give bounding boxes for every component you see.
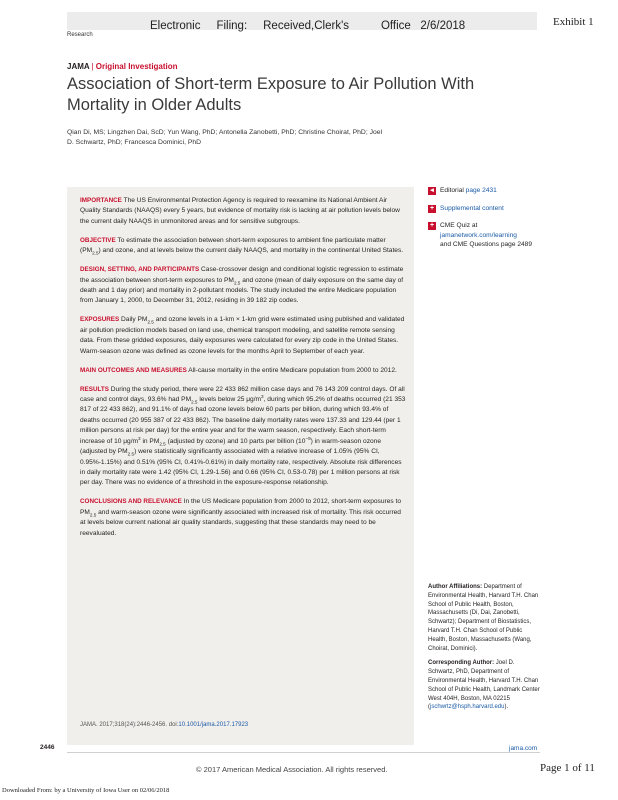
cme-item[interactable]: + CME Quiz at jamanetwork.com/learning and CME Questions page 2489 xyxy=(429,222,533,249)
author-affiliations: Author Affiliations: Department of Environmental Health, Harvard T.H. Chan School of Public Health, Boston, Massachusetts (Di, Dai, Zanobetti, Schwartz); Department of Biostatistics, Harvard T.H. Chan School of Public Health, Boston, Massachusetts (Wang, Choirat, Dominici). Corresponding Author: Joel D. Schwartz, PhD, Department of Environmental Health, Harvard T.H. Chan School of Public Health, Landmark Center West 404H, Boston, MA 02215 (jschwrtz@hsph.harvard.edu). xyxy=(428,584,540,711)
author-list: Qian Di, MS; Lingzhen Dai, ScD; Yun Wang, PhD; Antonella Zanobetti, PhD; Christine Choirat, PhD; Joel D. Schwartz, PhD; Francesca Dominici, PhD xyxy=(67,129,383,146)
page-number: 2446 xyxy=(40,744,55,751)
abstract-importance: IMPORTANCE The US Environmental Protection Agency is required to reexamine its National Ambient Air Quality Standards (NAAQS) every 5 years, but evidence of mortality risk is lacking at air pollution levels below the current daily NAAQS in unmonitored areas and for sensitive subgroups. xyxy=(80,197,400,225)
download-notice: Downloaded From: by a University of Iowa User on 02/06/2018 xyxy=(2,787,170,794)
citation: JAMA. 2017;318(24):2446-2456. doi:10.1001/jama.2017.17923 xyxy=(80,722,249,728)
sidebar xyxy=(428,186,538,258)
abstract-results: RESULTS During the study period, there were 22 433 862 million case days and 76 143 209 control days. Of all case and control days, 93.6% had $PM_{2.5}$ levels below 25 $\mu g/m^3$, during which 95.2% of deaths occurred (21 353 817 of 22 433 862), and 91.1% of days had ozone levels below 60 parts per billion, during which 93.4% of deaths occurred (20 955 387 of 22 433 862). The baseline daily mortality rates were 137.33 and 129.44 (per 1 million persons at risk per day) for the entire year and for the warm season, respectively. Each short-term increase of 10 $\mu g/m^3$ in $PM_{2.5}$ (adjusted by ozone) and 10 parts per billion $(10^{-9})$ in warm-season ozone (adjusted by $PM_{2.5}$) were statistically significantly associated with a relative increase of 1.05% (95% CI, 0.95%-1.15%) and 0.51% (95% CI, 0.41%-0.61%) in daily mortality rate, respectively. Absolute risk differences in daily mortality rate were 1.42 (95% CI, 1.29-1.56) and 0.66 (95% CI, 0.53-0.78) per 1 million persons at risk per day. There was no evidence of a threshold in the exposure-response relationship. xyxy=(80,385,406,487)
editorial-item[interactable]: ◂ Editorial page 2431 xyxy=(428,186,538,196)
section-label: Research xyxy=(67,32,93,38)
footer-divider xyxy=(67,752,540,753)
plus-icon: + xyxy=(429,222,435,230)
abstract-conclusions: CONCLUSIONS AND RELEVANCE In the US Medicare population from 2000 to 2012, short-term exposures to $PM_{2.5}$ and warm-season ozone were significantly associated with increased risk of mortality. This risk occurred at levels below current national air quality standards, suggesting that these standards may need to be reevaluated. xyxy=(80,498,402,537)
journal-line: JAMA | Original Investigation xyxy=(67,62,178,71)
doi-link[interactable]: 10.1001/jama.2017.17923 xyxy=(178,722,249,728)
arrow-left-icon: ◂ xyxy=(428,187,436,195)
journal-name: JAMA xyxy=(67,62,90,71)
cme-link[interactable]: jamanetwork.com/learning xyxy=(440,231,517,239)
site-link[interactable]: jama.com xyxy=(509,745,538,752)
exhibit-label: Exhibit 1 xyxy=(553,16,594,28)
corresponding-email[interactable]: jschwrtz@hsph.harvard.edu xyxy=(430,704,505,711)
supplemental-link[interactable]: Supplemental content xyxy=(440,204,504,212)
plus-icon: + xyxy=(429,204,435,212)
abstract xyxy=(80,196,406,548)
article-category: Original Investigation xyxy=(95,62,178,71)
abstract-design: DESIGN, SETTING, AND PARTICIPANTS Case-crossover design and conditional logistic regression to estimate the association between short-term exposures to $PM_{2.5}$ and ozone (mean of daily exposure on the same day of death and 1 day prior) and mortality in 2-pollutant models. The study included the entire Medicare population from January 1, 2000, to December 31, 2012, residing in 39 182 zip codes. xyxy=(80,266,404,305)
filing-stamp: Electronic Filing: Received,Clerk's Office 2/6/2018 xyxy=(150,20,466,32)
abstract-outcomes: MAIN OUTCOMES AND MEASURES All-cause mortality in the entire Medicare population from 2000 to 2012. xyxy=(80,366,397,374)
abstract-objective: OBJECTIVE To estimate the association between short-term exposures to ambient fine particulate matter $(PM_{2.5})$ and ozone, and at levels below the current daily NAAQS, and mortality in the continental United States. xyxy=(80,236,404,256)
copyright: © 2017 American Medical Association. All rights reserved. xyxy=(196,765,388,774)
page-of-count: Page 1 of 11 xyxy=(540,762,595,774)
article-title: Association of Short-term Exposure to Air Pollution With Mortality in Older Adults xyxy=(67,75,475,114)
editorial-link[interactable]: page 2431 xyxy=(465,187,497,194)
supplemental-item[interactable] xyxy=(428,204,538,214)
abstract-exposures: EXPOSURES Daily $PM_{2.5}$ and ozone levels in a 1-km × 1-km grid were estimated using published and validated air pollution prediction models based on land use, chemical transport modeling, and satellite remote sensing data. From these gridded exposures, daily exposures were calculated for every zip code in the United States. Warm-season ozone was defined as ozone levels for the months April to September of each year. xyxy=(80,316,405,355)
